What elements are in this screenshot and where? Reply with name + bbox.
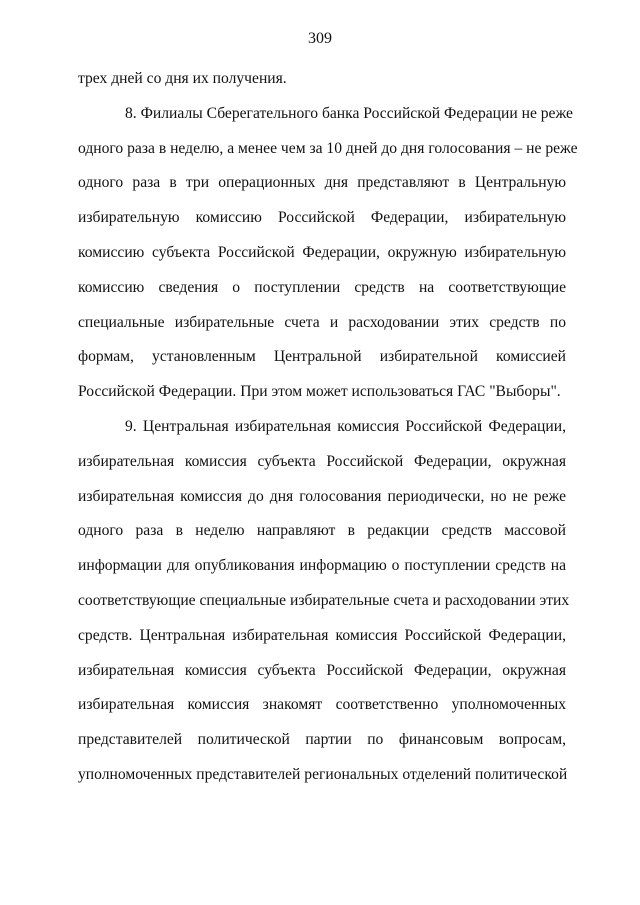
text-line: избирательную комиссию Российской Федерации, избирательную [78,209,566,227]
text-line: избирательная комиссия субъекта Российской Федерации, окружная [78,661,566,679]
text-line: избирательная комиссия субъекта Российской Федерации, окружная [78,452,566,470]
text-line: одного раза в неделю направляют в редакции средств массовой [78,522,566,540]
document-body [78,62,578,793]
text-line: представителей политической партии по финансовым вопросам, [78,731,566,749]
text-line: 8. Филиалы Сберегательного банка Российской Федерации не реже [125,104,573,122]
text-line: комиссию сведения о поступлении средств на соответствующие [78,278,566,296]
text-line: Российской Федерации. При этом может использоваться ГАС "Выборы". [78,383,561,401]
text-line: одного раза в три операционных дня представляют в Центральную [78,174,566,192]
text-line: информации для опубликования информацию о поступлении средств на [78,557,566,575]
text-line: избирательная комиссия знакомят соответственно уполномоченных [78,696,566,714]
text-line: 9. Центральная избирательная комиссия Российской Федерации, [125,417,566,435]
text-line: средств. Центральная избирательная комиссия Российской Федерации, [78,626,566,644]
text-line: формам, установленным Центральной избирательной комиссией [78,348,566,366]
text-line: комиссию субъекта Российской Федерации, окружную избирательную [78,243,566,261]
text-line: одного раза в неделю, а менее чем за 10 дней до дня голосования – не реже [78,139,578,157]
text-line: специальные избирательные счета и расходовании этих средств по [78,313,566,331]
text-line: уполномоченных представителей региональных отделений политической [78,765,568,783]
page-number: 309 [308,30,332,47]
text-line: избирательная комиссия до дня голосования периодически, но не реже [78,487,566,505]
text-line: соответствующие специальные избирательные счета и расходовании этих [78,591,570,609]
text-line: трех дней со дня их получения. [78,70,287,87]
